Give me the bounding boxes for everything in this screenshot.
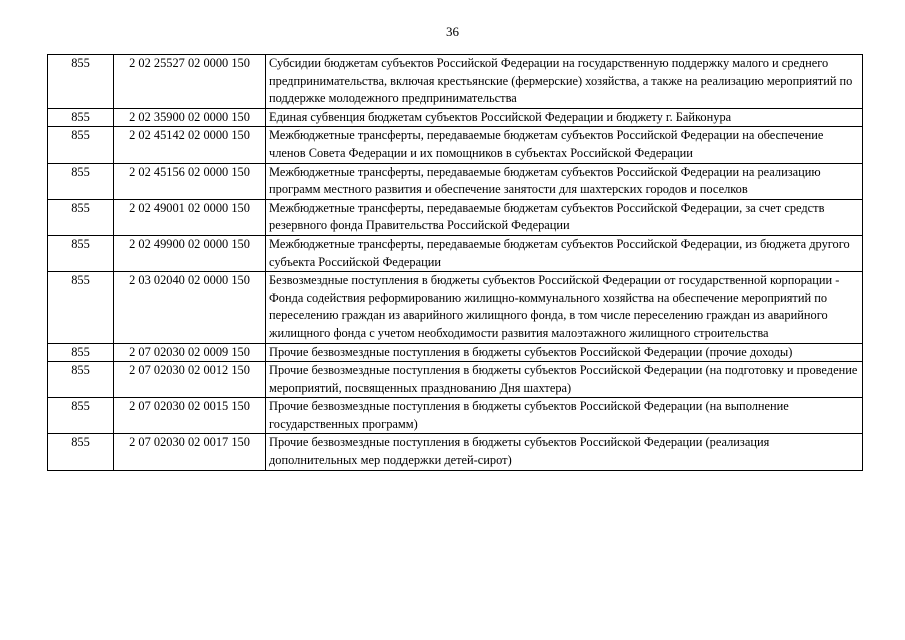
- table-row: [48, 55, 863, 109]
- description-cell: Межбюджетные трансферты, передаваемые бюджетам субъектов Российской Федерации, из бюджета другого субъекта Российской Федерации: [266, 235, 863, 271]
- table-row: [48, 434, 863, 470]
- classification-code-cell: 2 02 45142 02 0000 150: [114, 127, 266, 163]
- classification-code-cell: 2 02 49001 02 0000 150: [114, 199, 266, 235]
- table-row: [48, 163, 863, 199]
- classification-code-cell: 2 02 49900 02 0000 150: [114, 235, 266, 271]
- admin-code-cell: 855: [48, 434, 114, 470]
- admin-code-cell: 855: [48, 163, 114, 199]
- table-row: [48, 362, 863, 398]
- description-cell: Единая субвенция бюджетам субъектов Российской Федерации и бюджету г. Байконура: [266, 108, 863, 127]
- classification-code-cell: 2 02 45156 02 0000 150: [114, 163, 266, 199]
- admin-code-cell: 855: [48, 108, 114, 127]
- description-cell: Прочие безвозмездные поступления в бюджеты субъектов Российской Федерации (прочие доходы): [266, 343, 863, 362]
- table-row: [48, 272, 863, 343]
- description-cell: Субсидии бюджетам субъектов Российской Федерации на государственную поддержку малого и среднего предпринимательства, включая крестьянские (фермерские) хозяйства, а также на реализацию мероприятий по поддержке молодежного предпринимательства: [266, 55, 863, 109]
- table-row: [48, 108, 863, 127]
- classification-code-cell: 2 07 02030 02 0012 150: [114, 362, 266, 398]
- classification-code-cell: 2 07 02030 02 0015 150: [114, 398, 266, 434]
- page-number: 36: [446, 24, 459, 39]
- description-cell: Прочие безвозмездные поступления в бюджеты субъектов Российской Федерации (на подготовку и проведение мероприятий, посвященных празднованию Дня шахтера): [266, 362, 863, 398]
- table-row: [48, 398, 863, 434]
- classification-code-cell: 2 02 35900 02 0000 150: [114, 108, 266, 127]
- classification-code-cell: 2 02 25527 02 0000 150: [114, 55, 266, 109]
- description-cell: Безвозмездные поступления в бюджеты субъектов Российской Федерации от государственной корпорации - Фонда содействия реформированию жилищно-коммунального хозяйства на обеспечение мероприятий по переселению граждан из аварийного жилищного фонда, в том числе переселению граждан из аварийного жилищного фонда с учетом необходимости развития малоэтажного жилищного строительства: [266, 272, 863, 343]
- description-cell: Прочие безвозмездные поступления в бюджеты субъектов Российской Федерации (реализация дополнительных мер поддержки детей-сирот): [266, 434, 863, 470]
- admin-code-cell: 855: [48, 235, 114, 271]
- admin-code-cell: 855: [48, 127, 114, 163]
- admin-code-cell: 855: [48, 343, 114, 362]
- admin-code-cell: 855: [48, 55, 114, 109]
- admin-code-cell: 855: [48, 199, 114, 235]
- classification-code-cell: 2 03 02040 02 0000 150: [114, 272, 266, 343]
- table-row: [48, 343, 863, 362]
- description-cell: Прочие безвозмездные поступления в бюджеты субъектов Российской Федерации (на выполнение государственных программ): [266, 398, 863, 434]
- admin-code-cell: 855: [48, 398, 114, 434]
- admin-code-cell: 855: [48, 362, 114, 398]
- classification-code-cell: 2 07 02030 02 0017 150: [114, 434, 266, 470]
- table-row: [48, 199, 863, 235]
- description-cell: Межбюджетные трансферты, передаваемые бюджетам субъектов Российской Федерации на обеспечение членов Совета Федерации и их помощников в субъектах Российской Федерации: [266, 127, 863, 163]
- table-row: [48, 127, 863, 163]
- description-cell: Межбюджетные трансферты, передаваемые бюджетам субъектов Российской Федерации на реализацию программ местного развития и обеспечение занятости для шахтерских городов и поселков: [266, 163, 863, 199]
- budget-revenue-table: [47, 54, 863, 471]
- classification-code-cell: 2 07 02030 02 0009 150: [114, 343, 266, 362]
- description-cell: Межбюджетные трансферты, передаваемые бюджетам субъектов Российской Федерации, за счет средств резервного фонда Правительства Российской Федерации: [266, 199, 863, 235]
- table-row: [48, 235, 863, 271]
- admin-code-cell: 855: [48, 272, 114, 343]
